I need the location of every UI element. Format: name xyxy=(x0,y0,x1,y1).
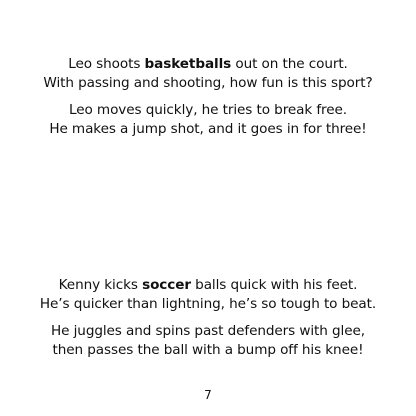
stanza-soccer-1 xyxy=(0,276,416,314)
stanza-soccer-2 xyxy=(0,322,416,360)
page-number: 7 xyxy=(204,388,212,402)
bold-word-basketballs: basketballs xyxy=(144,56,232,72)
stanza-basketball-1 xyxy=(0,55,416,93)
poem-line: He juggles and spins past defenders with glee, xyxy=(51,323,365,339)
bold-word-soccer: soccer xyxy=(142,277,191,293)
poem-line: Kenny kicks soccer balls quick with his feet. xyxy=(58,277,358,293)
poem-line: Leo moves quickly, he tries to break free. xyxy=(69,102,347,118)
poem-line: then passes the ball with a bump off his knee! xyxy=(52,342,364,358)
poem-line: He’s quicker than lightning, he’s so tough to beat. xyxy=(39,296,377,312)
poem-line: He makes a jump shot, and it goes in for three! xyxy=(49,121,367,137)
poem-line: With passing and shooting, how fun is this sport? xyxy=(43,75,373,91)
stanza-basketball-2 xyxy=(0,101,416,139)
poem-line: Leo shoots basketballs out on the court. xyxy=(68,56,348,72)
